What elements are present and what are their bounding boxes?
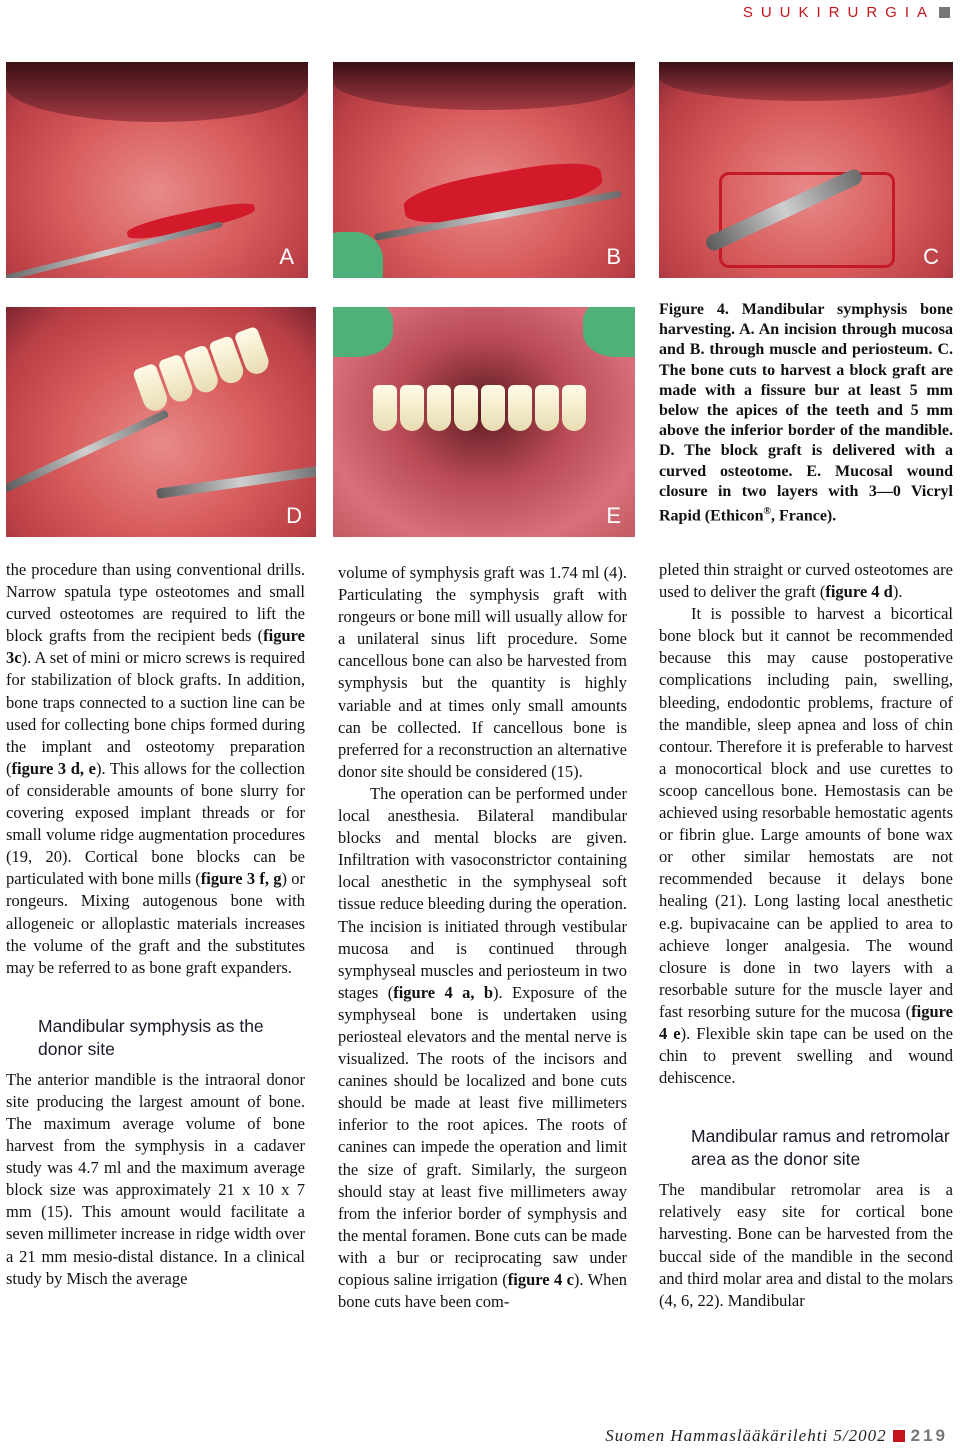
- journal-name: Suomen Hammaslääkärilehti 5/2002: [605, 1426, 887, 1445]
- text-column-1: [6, 559, 305, 1290]
- photo-a: [6, 62, 308, 278]
- section-header: [743, 4, 950, 21]
- paragraph: The operation can be performed under local anesthesia. Bilateral mandibular blocks and mental blocks are given. Infiltration with vasoconstrictor containing local anesthetic in the symphyseal soft tissue reduce bleeding during the operation. The incision is initiated through vestibular mucosa and is continued through symphyseal muscles and periosteum in two stages (figure 4 a, b). Exposure of the symphyseal bone is undertaken using periosteal elevators and the mental nerve is visualized. The roots of the incisors and canines should be localized and bone cuts should be made at least five millimeters inferior to the root apices. The roots of canines can impede the operation and limit the size of graft. Similarly, the surgeon should stay at least five millimeters away from the inferior border of symphysis and the mental foramen. Bone cuts can be made with a bur or reciprocating saw under copious saline irrigation (figure 4 c). When bone cuts have been com-: [338, 783, 628, 1312]
- figure-caption: Figure 4. Mandibular symphysis bone harvesting. A. An incision through mucosa and B. through muscle and periosteum. C. The bone cuts to harvest a block graft are made with a fissure bur at least 5 mm below the apices of the teeth and 5 mm above the inferior border of the mandible. D. The block graft is delivered with a curved osteotome. E. Mucosal wound closure in two layers with 3—0 Vicryl Rapid (Ethicon®, France).: [659, 301, 953, 525]
- photo-e: [333, 307, 635, 537]
- paragraph: pleted thin straight or curved osteotomes are used to deliver the graft (figure 4 d).: [659, 560, 953, 602]
- page-footer: [605, 1426, 948, 1446]
- figure-label-a: A: [279, 244, 294, 269]
- section-title: SUUKIRURGIA: [742, 4, 935, 21]
- page-number: 219: [910, 1426, 948, 1445]
- text-column-3: [659, 559, 953, 1312]
- paragraph: It is possible to harvest a bicortical bone block but it cannot be recommended because this may cause postoperative complications including pain, swelling, bleeding, endodontic problems, fracture of the mandible, sleep apnea and loss of chin contour. Therefore it is preferable to harvest a monocortical block and use curettes to scoop cancellous bone. Hemostasis can be achieved using resorbable hemostatic agents or fibrin glue. Large amounts of bone wax or other similar hemostats are not recommended because it delays bone healing (21). Long lasting local anesthetic e.g. bupivacaine can be applied to area to achieve longer analgesia. The wound closure is done in two layers with a resorbable suture for the muscle layer and fast resorbing suture for the mucosa (figure 4 e). Flexible skin tape can be used on the chin to prevent swelling and wound dehiscence.: [659, 604, 953, 1088]
- figure-label-b: B: [606, 244, 621, 269]
- section-heading: Mandibular symphysis as the donor site: [38, 1015, 264, 1059]
- paragraph: The anterior mandible is the intraoral donor site producing the largest amount of bone. The maximum average volume of bone harvest from the symphysis in a cadaver study was 4.7 ml and the maximum average block size was approximately 21 x 10 x 7 mm (15). This amount would facilitate a seven millimeter increase in ridge width over a 21 mm mesio-distal distance. In a clinical study by Misch the average: [6, 1069, 305, 1288]
- photo-b: [333, 62, 635, 278]
- photo-d: [6, 307, 316, 537]
- figure-label-e: E: [606, 503, 621, 528]
- header-square-icon: [939, 7, 950, 18]
- section-heading: Mandibular ramus and retromolar area as the donor site: [691, 1126, 950, 1170]
- paragraph: volume of symphysis graft was 1.74 ml (4). Particulating the symphysis graft with rongeurs or bone mill will usually allow for a unilateral sinus lift procedure. Some cancellous bone can also be harvested from symphysis but the quantity is highly variable and at times only small amounts can be collected. If cancellous bone is preferred for a reconstruction an alternative donor site should be considered (15).: [338, 563, 627, 781]
- paragraph: The mandibular retromolar area is a relatively easy site for cortical bone harvesting. Bone can be harvested from the buccal side of the mandible in the second and third molar area and distal to the molars (4, 6, 22). Mandibular: [659, 1180, 953, 1310]
- figure-label-d: D: [286, 503, 302, 528]
- text-column-2: [338, 562, 627, 1313]
- paragraph: the procedure than using conventional drills. Narrow spatula type osteotomes and small curved osteotomes are required to lift the block grafts from the recipient beds (figure 3c). A set of mini or micro screws is required for stabilization of block grafts. In addition, bone traps connected to a suction line can be used for collecting bone chips formed during the implant and osteotomy preparation (figure 3 d, e). This allows for the collection of considerable amounts of bone slurry for covering exposed implant threads or for small volume ridge augmentation procedures (19, 20). Cortical bone blocks can be particulated with bone mills (figure 3 f, g) or rongeurs. Mixing autogenous bone with allogeneic or alloplastic materials increases the volume of the graft and the substitutes may be referred to as bone graft expanders.: [6, 560, 305, 977]
- photo-c: [659, 62, 953, 278]
- footer-square-icon: [893, 1430, 905, 1442]
- figure-label-c: C: [923, 244, 939, 269]
